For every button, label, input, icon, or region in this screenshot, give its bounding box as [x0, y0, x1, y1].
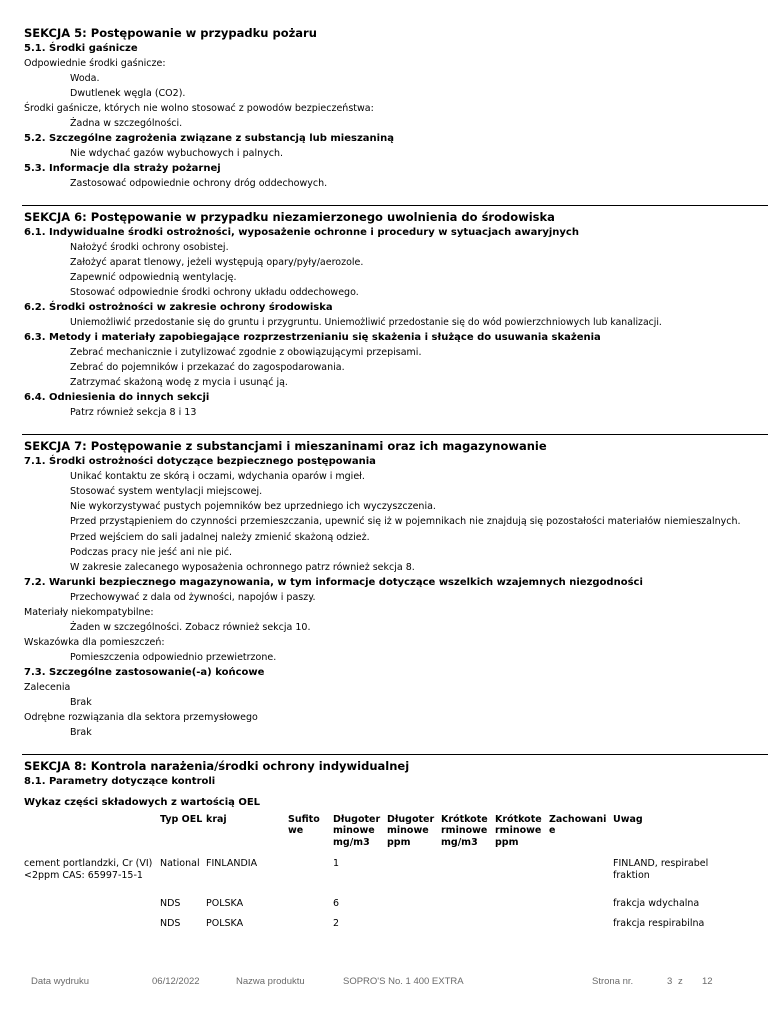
text-line: Patrz również sekcja 8 i 13 — [70, 407, 197, 418]
text-line: Żadna w szczególności. — [70, 118, 183, 129]
page-total: 12 — [702, 976, 713, 987]
table-cell — [495, 914, 549, 932]
subsection-heading: 5.1. Środki gaśnicze — [24, 43, 138, 54]
table-cell — [549, 848, 613, 894]
table-row — [24, 914, 743, 932]
print-date-label: Data wydruku — [31, 976, 90, 987]
text-line: Brak — [70, 726, 92, 738]
table-cell — [441, 894, 495, 914]
text-line: Środki gaśnicze, których nie wolno stosować z powodów bezpieczeństwa: — [24, 103, 374, 114]
column-header: kraj — [206, 813, 227, 825]
subsection-heading: 5.2. Szczególne zagrożenia związane z substancją lub mieszaniną — [24, 133, 394, 144]
text-line: Zastosować odpowiednie ochrony dróg oddechowych. — [70, 178, 328, 189]
text-line: Przed przystąpieniem do czynności przemieszczania, upewnić się iż w pojemnikach nie znajdują się pozostałości materiałów niemieszalnych. — [70, 516, 741, 527]
column-header: Sufito we — [288, 813, 320, 836]
text-line: Materiały niekompatybilne: — [24, 606, 154, 618]
text-line: Nie wdychać gazów wybuchowych i palnych. — [70, 148, 283, 159]
table-cell — [441, 914, 495, 932]
column-header: Typ OEL — [160, 813, 203, 825]
table-cell — [495, 848, 549, 894]
section-divider — [22, 754, 768, 755]
subsection-heading: 7.3. Szczególne zastosowanie(-a) końcowe — [24, 666, 265, 678]
subsection-heading: 6.3. Metody i materiały zapobiegające rozprzestrzenianiu się skażenia i służące do usuwania skażenia — [24, 332, 601, 343]
text-line: Zapewnić odpowiednią wentylację. — [70, 272, 237, 283]
subsection-heading: 8.1. Parametry dotyczące kontroli — [24, 775, 216, 787]
table-cell: 1 — [333, 858, 340, 869]
table-cell — [441, 848, 495, 894]
text-line: Wskazówka dla pomieszczeń: — [24, 636, 165, 648]
page-footer — [0, 976, 768, 990]
table-header-row — [24, 814, 743, 849]
text-line: Nałożyć środki ochrony osobistej. — [70, 242, 229, 253]
table-cell — [288, 894, 333, 914]
text-line: Przed wejściem do sali jadalnej należy zmienić skażoną odzież. — [70, 531, 370, 543]
table-cell — [495, 894, 549, 914]
text-line: Dwutlenek węgla (CO2). — [70, 88, 186, 99]
table-cell: POLSKA — [206, 898, 244, 909]
document-body — [24, 26, 744, 932]
section-7 — [24, 439, 744, 740]
product-name-label: Nazwa produktu — [236, 976, 305, 987]
table-cell — [288, 848, 333, 894]
oel-table — [24, 814, 743, 933]
text-line: Zalecenia — [24, 681, 71, 693]
text-line: Brak — [70, 696, 92, 708]
subsection-heading: 7.2. Warunki bezpiecznego magazynowania, w tym informacje dotyczące wszelkich wzajemnych niezgodności — [24, 576, 643, 588]
table-cell: FINLAND, respirabel fraktion — [613, 858, 709, 881]
table-cell: 6 — [333, 898, 340, 909]
subsection-heading: 6.2. Środki ostrożności w zakresie ochrony środowiska — [24, 302, 333, 313]
column-header: Krótkote rminowe mg/m3 — [441, 813, 488, 848]
text-line: Woda. — [70, 73, 100, 84]
text-line: W zakresie zalecanego wyposażenia ochronnego patrz również sekcja 8. — [70, 561, 415, 573]
column-header: Krótkote rminowe ppm — [495, 813, 542, 848]
subsection-heading: 7.1. Środki ostrożności dotyczące bezpiecznego postępowania — [24, 456, 376, 467]
page-of: z — [678, 976, 683, 987]
table-cell: cement portlandzki, Cr (VI) <2ppm CAS: 65997-15-1 — [24, 858, 153, 881]
table-cell — [288, 914, 333, 932]
page-number: 3 — [667, 976, 673, 987]
subsection-heading: 6.1. Indywidualne środki ostrożności, wyposażenie ochronne i procedury w sytuacjach awaryjnych — [24, 227, 579, 238]
table-cell: POLSKA — [206, 918, 244, 929]
product-name: SOPRO'S No. 1 400 EXTRA — [343, 976, 464, 987]
section-title: SEKCJA 5: Postępowanie w przypadku pożaru — [24, 26, 317, 40]
table-cell: NDS — [160, 918, 181, 929]
page-number-label: Strona nr. — [592, 976, 634, 987]
table-cell — [549, 894, 613, 914]
table-cell — [549, 914, 613, 932]
text-line: Odpowiednie środki gaśnicze: — [24, 58, 166, 69]
table-cell: 2 — [333, 918, 340, 929]
table-cell — [387, 914, 441, 932]
table-row — [24, 894, 743, 914]
column-header: Długoter minowe mg/m3 — [333, 813, 381, 848]
table-cell — [24, 894, 160, 914]
section-6 — [24, 210, 744, 420]
table-cell: NDS — [160, 898, 181, 909]
text-line: Założyć aparat tlenowy, jeżeli występują opary/pyły/aerozole. — [70, 257, 364, 268]
text-line: Podczas pracy nie jeść ani nie pić. — [70, 546, 232, 558]
text-line: Zatrzymać skażoną wodę z mycia i usunąć ją. — [70, 377, 288, 388]
text-line: Zebrać mechanicznie i zutylizować zgodnie z obowiązującymi przepisami. — [70, 347, 422, 358]
section-5 — [24, 26, 744, 191]
table-row — [24, 848, 743, 894]
text-line: Odrębne rozwiązania dla sektora przemysłowego — [24, 711, 258, 723]
table-cell: frakcja wdychalna — [613, 898, 700, 909]
table-cell — [387, 848, 441, 894]
table-title: Wykaz części składowych z wartością OEL — [24, 796, 261, 808]
table-cell: National — [160, 858, 200, 869]
table-cell — [24, 914, 160, 932]
text-line: Unikać kontaktu ze skórą i oczami, wdychania oparów i mgieł. — [70, 471, 365, 482]
section-title: SEKCJA 6: Postępowanie w przypadku niezamierzonego uwolnienia do środowiska — [24, 210, 555, 224]
text-line: Nie wykorzystywać pustych pojemników bez uprzedniego ich wyczyszczenia. — [70, 501, 436, 512]
section-divider — [22, 205, 768, 206]
text-line: Zebrać do pojemników i przekazać do zagospodarowania. — [70, 362, 345, 373]
text-line: Stosować system wentylacji miejscowej. — [70, 486, 263, 497]
table-cell — [387, 894, 441, 914]
column-header: Uwag — [613, 813, 643, 825]
text-line: Żaden w szczególności. Zobacz również sekcja 10. — [70, 621, 311, 633]
print-date: 06/12/2022 — [152, 976, 200, 987]
column-header: Długoter minowe ppm — [387, 813, 435, 848]
text-line: Pomieszczenia odpowiednio przewietrzone. — [70, 651, 277, 663]
column-header — [24, 814, 160, 849]
section-divider — [22, 434, 768, 435]
section-8 — [24, 759, 744, 933]
subsection-heading: 6.4. Odniesienia do innych sekcji — [24, 392, 210, 403]
text-line: Przechowywać z dala od żywności, napojów i paszy. — [70, 591, 316, 603]
section-title: SEKCJA 7: Postępowanie z substancjami i mieszaninami oraz ich magazynowanie — [24, 439, 547, 453]
subsection-heading: 5.3. Informacje dla straży pożarnej — [24, 163, 221, 174]
section-title: SEKCJA 8: Kontrola narażenia/środki ochrony indywidualnej — [24, 758, 410, 773]
table-cell: FINLANDIA — [206, 858, 258, 869]
table-cell: frakcja respirabilna — [613, 918, 705, 929]
column-header: Zachowani e — [549, 813, 607, 836]
text-line: Stosować odpowiednie środki ochrony układu oddechowego. — [70, 287, 359, 298]
text-line: Uniemożliwić przedostanie się do gruntu i przygruntu. Uniemożliwić przedostanie się do wód powierzchniowych lub kanalizacji. — [70, 317, 662, 328]
